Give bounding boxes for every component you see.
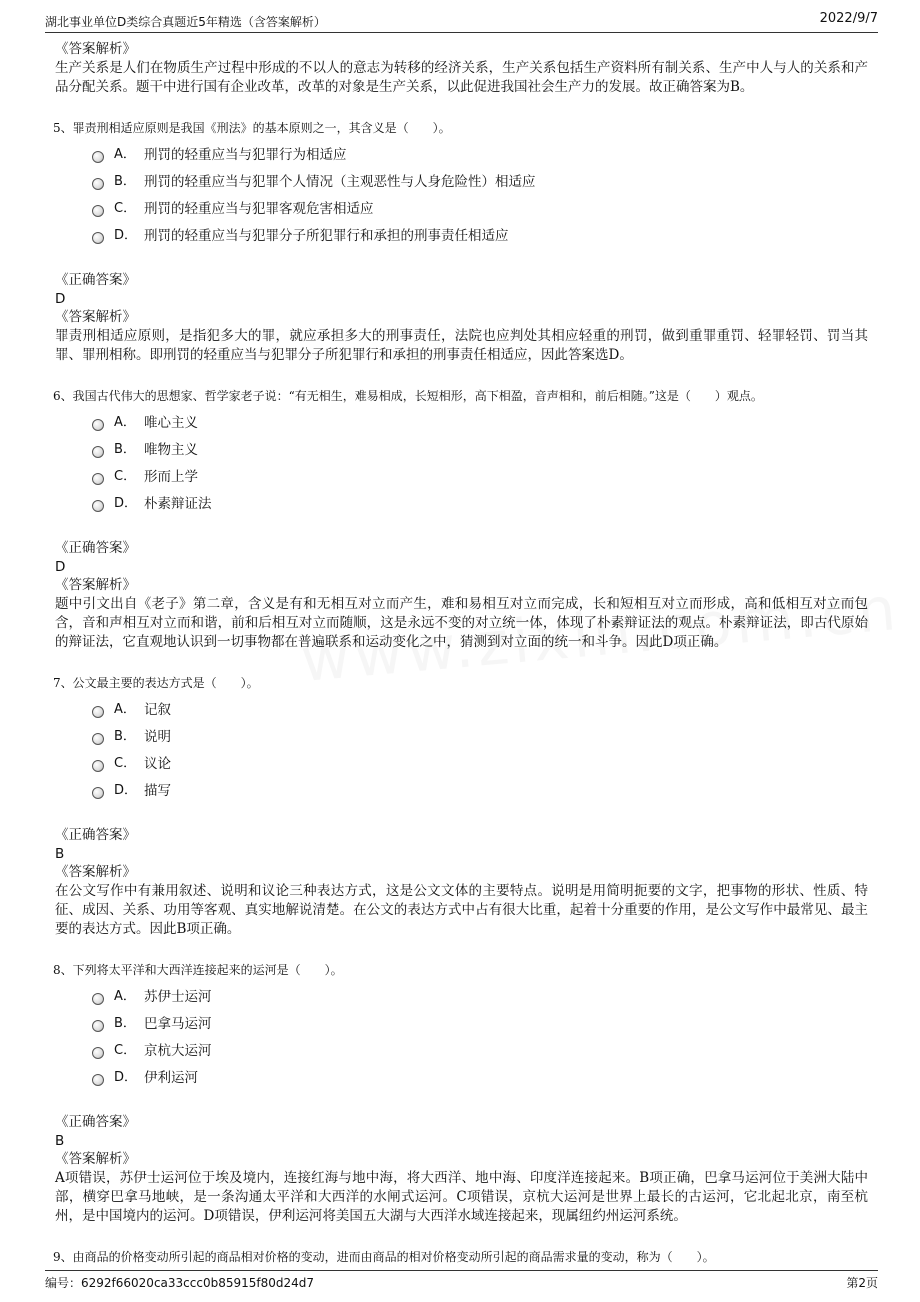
option-item[interactable] xyxy=(92,463,868,490)
correct-answer: B xyxy=(55,846,65,862)
option-text: 京杭大运河 xyxy=(144,1042,212,1059)
question-block xyxy=(55,961,868,1248)
option-text: 议论 xyxy=(144,755,171,772)
analysis-label: 《答案解析》 xyxy=(55,1151,136,1167)
option-text: 唯物主义 xyxy=(144,441,198,458)
option-item[interactable] xyxy=(92,750,868,777)
correct-answer-label: 《正确答案》 xyxy=(55,827,136,843)
correct-answer-label: 《正确答案》 xyxy=(55,1114,136,1130)
analysis-label: 《答案解析》 xyxy=(55,309,136,325)
option-list xyxy=(92,983,868,1091)
option-letter: D． xyxy=(114,782,138,798)
option-item[interactable] xyxy=(92,436,868,463)
analysis-text: A项错误，苏伊士运河位于埃及境内，连接红海与地中海，将大西洋、地中海、印度洋连接起来。B项正确，巴拿马运河位于美洲大陆中部，横穿巴拿马地峡，是一条沟通太平洋和大西洋的水闸式运河。C项错误，京杭大运河是世界上最长的古运河，它北起北京，南至杭州，是中国境内的运河。D项错误，伊利运河将美国五大湖与大西洋水域连接起来，现属纽约州运河系统。 xyxy=(55,1170,868,1224)
option-text: 苏伊士运河 xyxy=(144,988,212,1005)
option-text: 描写 xyxy=(144,782,171,799)
option-letter: A． xyxy=(114,988,136,1004)
analysis-label: 《答案解析》 xyxy=(55,577,136,593)
option-letter: C． xyxy=(114,1042,137,1058)
option-item[interactable] xyxy=(92,723,868,750)
option-letter: A． xyxy=(114,414,136,430)
radio-button-icon[interactable] xyxy=(92,1074,104,1086)
radio-button-icon[interactable] xyxy=(92,1020,104,1032)
radio-button-icon[interactable] xyxy=(92,446,104,458)
option-letter: D． xyxy=(114,227,138,243)
radio-button-icon[interactable] xyxy=(92,733,104,745)
correct-answer: D xyxy=(55,559,66,575)
option-list xyxy=(92,409,868,517)
document-date: 2022/9/7 xyxy=(819,11,878,26)
option-letter: C． xyxy=(114,200,137,216)
option-item[interactable] xyxy=(92,141,868,168)
option-text: 刑罚的轻重应当与犯罪行为相适应 xyxy=(144,146,347,163)
analysis-text: 在公文写作中有兼用叙述、说明和议论三种表达方式，这是公文文体的主要特点。说明是用简明扼要的文字，把事物的形状、性质、特征、成因、关系、功用等客观、真实地解说清楚。在公文的表达方式中占有很大比重，起着十分重要的作用，是公文写作中最常见、最主要的表达方式。因此B项正确。 xyxy=(55,883,868,937)
question-block xyxy=(55,387,868,674)
option-item[interactable] xyxy=(92,777,868,804)
document-code: 编号：6292f66020ca33ccc0b85915f80d24d7 xyxy=(45,1276,315,1290)
option-item[interactable] xyxy=(92,490,868,517)
analysis-label: 《答案解析》 xyxy=(55,41,136,57)
radio-button-icon[interactable] xyxy=(92,993,104,1005)
option-item[interactable] xyxy=(92,1037,868,1064)
option-item[interactable] xyxy=(92,409,868,436)
option-letter: A． xyxy=(114,146,136,162)
question-stem: 8、下列将太平洋和大西洋连接起来的运河是（ ）。 xyxy=(53,963,343,977)
option-letter: C． xyxy=(114,468,137,484)
option-letter: D． xyxy=(114,1069,138,1085)
radio-button-icon[interactable] xyxy=(92,473,104,485)
radio-button-icon[interactable] xyxy=(92,232,104,244)
option-item[interactable] xyxy=(92,1064,868,1091)
option-text: 朴素辩证法 xyxy=(144,495,212,512)
option-letter: B． xyxy=(114,1015,136,1031)
correct-answer-label: 《正确答案》 xyxy=(55,272,136,288)
option-text: 记叙 xyxy=(144,701,171,718)
radio-button-icon[interactable] xyxy=(92,151,104,163)
page-header xyxy=(45,10,878,33)
option-item[interactable] xyxy=(92,222,868,249)
option-letter: B． xyxy=(114,441,136,457)
option-letter: D． xyxy=(114,495,138,511)
option-letter: B． xyxy=(114,173,136,189)
option-text: 唯心主义 xyxy=(144,414,198,431)
option-text: 巴拿马运河 xyxy=(144,1015,212,1032)
option-text: 刑罚的轻重应当与犯罪分子所犯罪行和承担的刑事责任相适应 xyxy=(144,227,509,244)
radio-button-icon[interactable] xyxy=(92,706,104,718)
question-stem: 7、公文最主要的表达方式是（ ）。 xyxy=(53,676,259,690)
page-number: 第2页 xyxy=(846,1276,878,1290)
page-footer xyxy=(45,1270,878,1293)
option-item[interactable] xyxy=(92,195,868,222)
analysis-text: 罪责刑相适应原则，是指犯多大的罪，就应承担多大的刑事责任，法院也应判处其相应轻重的刑罚，做到重罪重罚、轻罪轻罚、罚当其罪、罪刑相称。即刑罚的轻重应当与犯罪分子所犯罪行和承担的刑事责任相适应，因此答案选D。 xyxy=(55,328,868,363)
option-list xyxy=(92,141,868,249)
correct-answer: B xyxy=(55,1133,65,1149)
option-text: 伊利运河 xyxy=(144,1069,198,1086)
option-list xyxy=(92,696,868,804)
radio-button-icon[interactable] xyxy=(92,419,104,431)
question-block xyxy=(55,119,868,387)
option-letter: B． xyxy=(114,728,136,744)
option-item[interactable] xyxy=(92,983,868,1010)
radio-button-icon[interactable] xyxy=(92,205,104,217)
radio-button-icon[interactable] xyxy=(92,760,104,772)
page-content xyxy=(55,40,868,1266)
question-stem: 5、罪责刑相适应原则是我国《刑法》的基本原则之一，其含义是（ ）。 xyxy=(53,121,451,135)
option-item[interactable] xyxy=(92,696,868,723)
radio-button-icon[interactable] xyxy=(92,1047,104,1059)
question-stem: 6、我国古代伟大的思想家、哲学家老子说：“有无相生，难易相成，长短相形，高下相盈，音声相和，前后相随。”这是（ ）观点。 xyxy=(53,389,763,403)
option-letter: C． xyxy=(114,755,137,771)
question-block xyxy=(55,674,868,961)
correct-answer-label: 《正确答案》 xyxy=(55,540,136,556)
option-text: 刑罚的轻重应当与犯罪客观危害相适应 xyxy=(144,200,374,217)
radio-button-icon[interactable] xyxy=(92,500,104,512)
analysis-label: 《答案解析》 xyxy=(55,864,136,880)
analysis-text: 生产关系是人们在物质生产过程中形成的不以人的意志为转移的经济关系，生产关系包括生产资料所有制关系、生产中人与人的关系和产品分配关系。题干中进行国有企业改革，改革的对象是生产关系，以此促进我国社会生产力的发展。故正确答案为B。 xyxy=(55,60,868,95)
document-title: 湖北事业单位D类综合真题近5年精选（含答案解析） xyxy=(45,15,326,29)
option-letter: A． xyxy=(114,701,136,717)
option-text: 形而上学 xyxy=(144,468,198,485)
question-list xyxy=(55,119,868,1248)
question-stem: 9、由商品的价格变动所引起的商品相对价格的变动，进而由商品的相对价格变动所引起的商品需求量的变动，称为（ ）。 xyxy=(53,1250,715,1264)
option-item[interactable] xyxy=(92,1010,868,1037)
analysis-text: 题中引文出自《老子》第二章，含义是有和无相互对立而产生，难和易相互对立而完成，长和短相互对立而形成，高和低相互对立而包含，音和声相互对立而和谐，前和后相互对立而随顺，这是永远不变的对立统一体，体现了朴素辩证法的观点。朴素辩证法，即古代原始的辩证法，它直观地认识到一切事物都在普遍联系和运动变化之中，猜测到对立面的统一和斗争。因此D项正确。 xyxy=(55,596,868,650)
option-item[interactable] xyxy=(92,168,868,195)
radio-button-icon[interactable] xyxy=(92,178,104,190)
option-text: 说明 xyxy=(144,728,171,745)
correct-answer: D xyxy=(55,291,66,307)
radio-button-icon[interactable] xyxy=(92,787,104,799)
option-text: 刑罚的轻重应当与犯罪个人情况（主观恶性与人身危险性）相适应 xyxy=(144,173,536,190)
